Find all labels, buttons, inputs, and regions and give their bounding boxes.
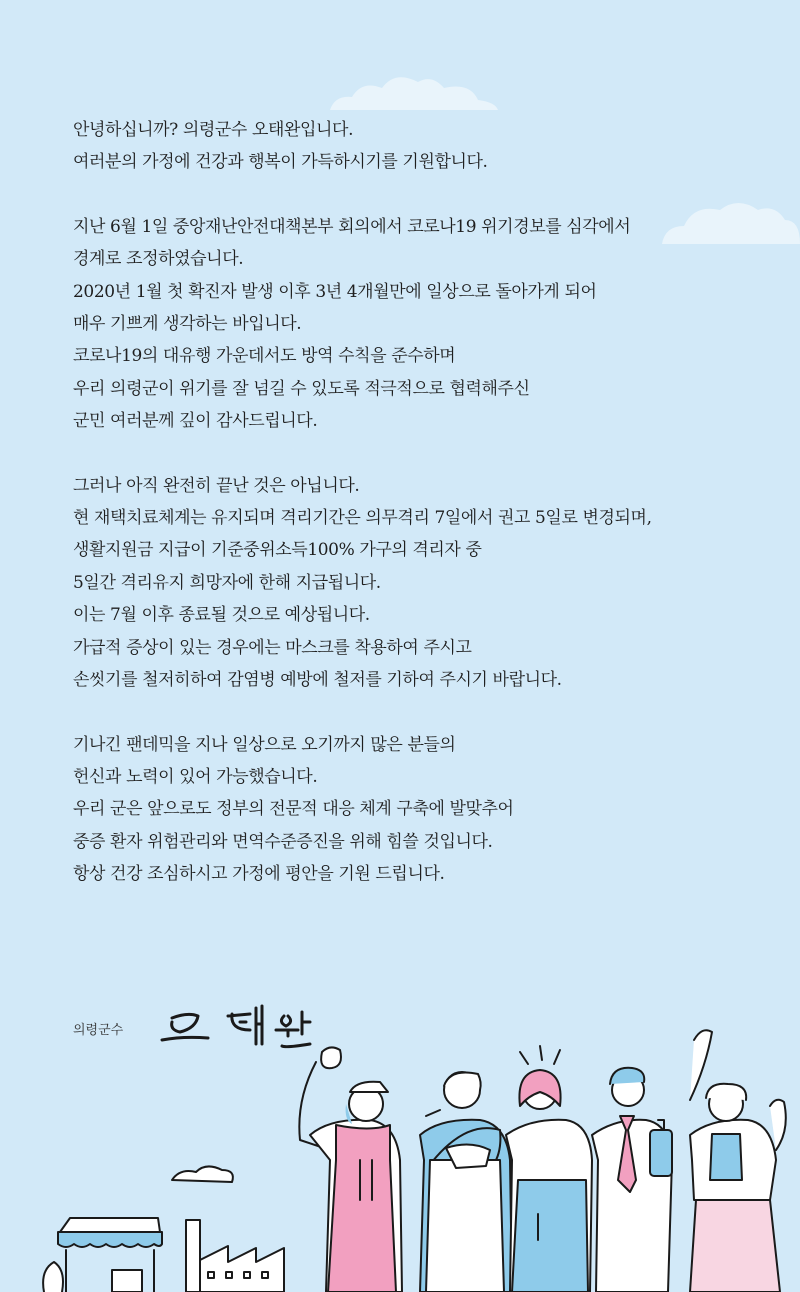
letter-line: 항상 건강 조심하시고 가정에 평안을 기원 드립니다.	[73, 864, 445, 885]
letter-line: 헌신과 노력이 있어 가능했습니다.	[73, 766, 318, 787]
letter-line: 기나긴 팬데믹을 지나 일상으로 오기까지 많은 분들의	[73, 734, 456, 755]
paragraph-greeting	[73, 114, 753, 179]
letter-body	[73, 114, 753, 923]
signature-title: 의령군수	[73, 1023, 124, 1038]
letter-line: 손씻기를 철저히하여 감염병 예방에 철저를 기하여 주시기 바랍니다.	[73, 670, 562, 691]
letter-line: 군민 여러분께 깊이 감사드립니다.	[73, 411, 318, 432]
paragraph-closing	[73, 729, 753, 891]
letter-line: 중증 환자 위험관리와 면역수준증진을 위해 힘쓸 것입니다.	[73, 831, 493, 852]
man-with-fish-icon	[420, 1072, 512, 1292]
letter-line: 우리 군은 앞으로도 정부의 전문적 대응 체계 구축에 발맞추어	[73, 799, 514, 820]
paragraph-covid-adjustment	[73, 211, 753, 438]
letter-line: 가급적 증상이 있는 경우에는 마스크를 착용하여 주시고	[73, 637, 472, 658]
community-illustration	[0, 1010, 800, 1292]
letter-line: 안녕하십니까? 의령군수 오태완입니다.	[73, 120, 354, 140]
letter-line: 경계로 조정하였습니다.	[73, 249, 244, 270]
letter-line: 코로나19의 대유행 가운데서도 방역 수칙을 준수하며	[73, 346, 456, 367]
factory-icon	[172, 1166, 284, 1292]
letter-line: 여러분의 가정에 건강과 행복이 가득하시기를 기원합니다.	[73, 152, 488, 173]
woman-blue-apron-icon	[506, 1046, 592, 1292]
letter-line: 이는 7월 이후 종료될 것으로 예상됩니다.	[73, 605, 370, 626]
paragraph-guidance	[73, 470, 753, 697]
letter-line: 그러나 아직 완전히 끝난 것은 아닙니다.	[73, 475, 360, 496]
woman-pink-apron-icon	[299, 1047, 402, 1292]
letter-line: 지난 6월 1일 중앙재난안전대책본부 회의에서 코로나19 위기경보를 심각에서	[73, 216, 631, 237]
letter-line: 매우 기쁘게 생각하는 바입니다.	[73, 314, 302, 335]
woman-dotted-skirt-icon	[690, 1084, 786, 1292]
market-stall-icon	[43, 1218, 162, 1292]
letter-line: 현 재택치료체계는 유지되며 격리기간은 의무격리 7일에서 권고 5일로 변경되며,	[73, 508, 652, 529]
letter-line: 5일간 격리유지 희망자에 한해 지급됩니다.	[73, 572, 381, 593]
letter-line: 2020년 1월 첫 확진자 발생 이후 3년 4개월만에 일상으로 돌아가게 되어	[73, 281, 597, 302]
letter-line: 우리 의령군이 위기를 잘 넘길 수 있도록 적극적으로 협력해주신	[73, 378, 530, 399]
letter-line: 생활지원금 지급이 기준중위소득100% 가구의 격리자 중	[73, 540, 482, 561]
